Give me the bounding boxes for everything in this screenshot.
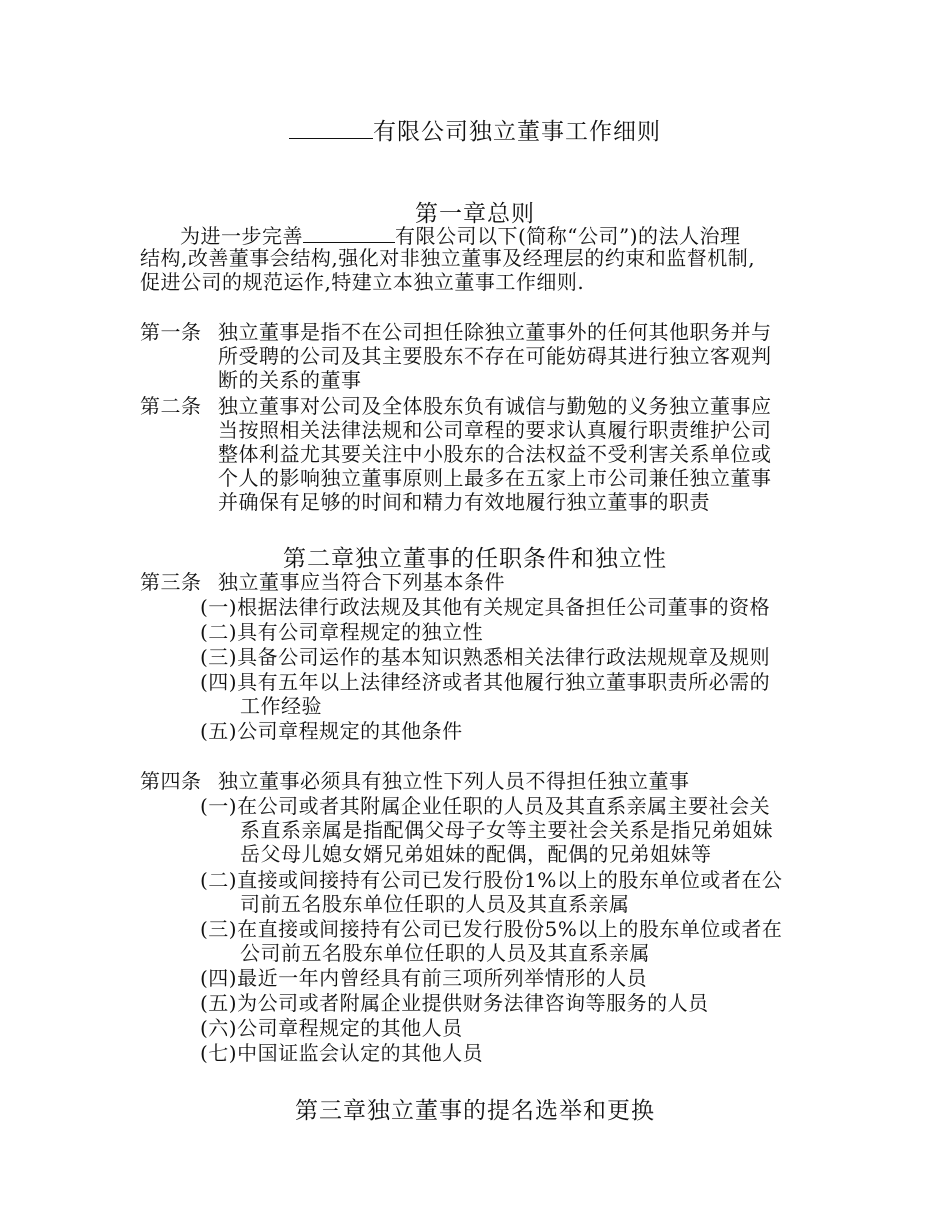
article-4-label: 第四条 bbox=[140, 769, 202, 793]
article-3-item: (四)具有五年以上法律经济或者其他履行独立董事职责所必需的 bbox=[200, 670, 771, 694]
article-1-line: 断的关系的董事 bbox=[218, 368, 362, 392]
chapter-1-heading: 第一章总则 bbox=[415, 201, 535, 227]
article-4-item-cont: 系直系亲属是指配偶父母子女等主要社会关系是指兄弟姐妹 bbox=[240, 818, 773, 842]
chapter-2-heading: 第二章独立董事的任职条件和独立性 bbox=[283, 546, 667, 572]
article-4-item: (四)最近一年内曾经具有前三项所列举情形的人员 bbox=[200, 966, 648, 990]
preamble-line-3: 促进公司的规范运作,特建立本独立董事工作细则. bbox=[140, 270, 585, 294]
article-2-line: 并确保有足够的时间和精力有效地履行独立董事的职责 bbox=[218, 490, 710, 514]
preamble-line-2: 结构,改善董事会结构,强化对非独立董事及经理层的约束和监督机制, bbox=[140, 246, 756, 270]
article-3-item: (二)具有公司章程规定的独立性 bbox=[200, 620, 484, 644]
article-2-line: 整体利益尤其要关注中小股东的合法权益不受利害关系单位或 bbox=[218, 442, 772, 466]
article-2-line: 个人的影响独立董事原则上最多在五家上市公司兼任独立董事 bbox=[218, 466, 772, 490]
company-name-blank bbox=[289, 118, 373, 139]
preamble-text-a: 为进一步完善 bbox=[180, 224, 303, 248]
article-4-item: (一)在公司或者其附属企业任职的人员及其直系亲属主要社会关 bbox=[200, 794, 771, 818]
article-3-item: (一)根据法律行政法规及其他有关规定具备担任公司董事的资格 bbox=[200, 595, 771, 619]
document-title bbox=[0, 113, 950, 146]
article-3-item: (三)具备公司运作的基本知识熟悉相关法律行政法规规章及规则 bbox=[200, 645, 771, 669]
preamble-company-blank bbox=[303, 222, 395, 243]
article-1-line: 所受聘的公司及其主要股东不存在可能妨碍其进行独立客观判 bbox=[218, 344, 772, 368]
article-2-label: 第二条 bbox=[140, 394, 202, 418]
article-2-line: 独立董事对公司及全体股东负有诚信与勤勉的义务独立董事应 bbox=[218, 394, 772, 418]
article-4-item-cont: 公司前五名股东单位任职的人员及其直系亲属 bbox=[240, 941, 650, 965]
article-3-item: (五)公司章程规定的其他条件 bbox=[200, 719, 463, 743]
article-4-item: (三)在直接或间接持有公司已发行股份5%以上的股东单位或者在 bbox=[200, 917, 783, 941]
article-4-item: (七)中国证监会认定的其他人员 bbox=[200, 1041, 484, 1065]
document-title-text: 有限公司独立董事工作细则 bbox=[373, 119, 661, 145]
article-4-item: (二)直接或间接持有公司已发行股份1%以上的股东单位或者在公 bbox=[200, 868, 783, 892]
preamble-line-1 bbox=[180, 222, 741, 248]
article-4-item: (六)公司章程规定的其他人员 bbox=[200, 1016, 463, 1040]
preamble-text-b: 有限公司以下(简称“公司”)的法人治理 bbox=[395, 224, 741, 248]
article-4-intro: 独立董事必须具有独立性下列人员不得担任独立董事 bbox=[218, 769, 690, 793]
article-3-label: 第三条 bbox=[140, 570, 202, 594]
article-4-item-cont: 岳父母儿媳女婿兄弟姐妹的配偶，配偶的兄弟姐妹等 bbox=[240, 842, 712, 866]
article-3-item-cont: 工作经验 bbox=[240, 694, 322, 718]
article-3-intro: 独立董事应当符合下列基本条件 bbox=[218, 570, 505, 594]
article-4-item-cont: 司前五名股东单位任职的人员及其直系亲属 bbox=[240, 892, 630, 916]
article-4-item: (五)为公司或者附属企业提供财务法律咨询等服务的人员 bbox=[200, 991, 709, 1015]
article-1-line: 独立董事是指不在公司担任除独立董事外的任何其他职务并与 bbox=[218, 320, 772, 344]
article-1-label: 第一条 bbox=[140, 320, 202, 344]
article-2-line: 当按照相关法律法规和公司章程的要求认真履行职责维护公司 bbox=[218, 418, 772, 442]
chapter-3-heading: 第三章独立董事的提名选举和更换 bbox=[295, 1098, 655, 1124]
